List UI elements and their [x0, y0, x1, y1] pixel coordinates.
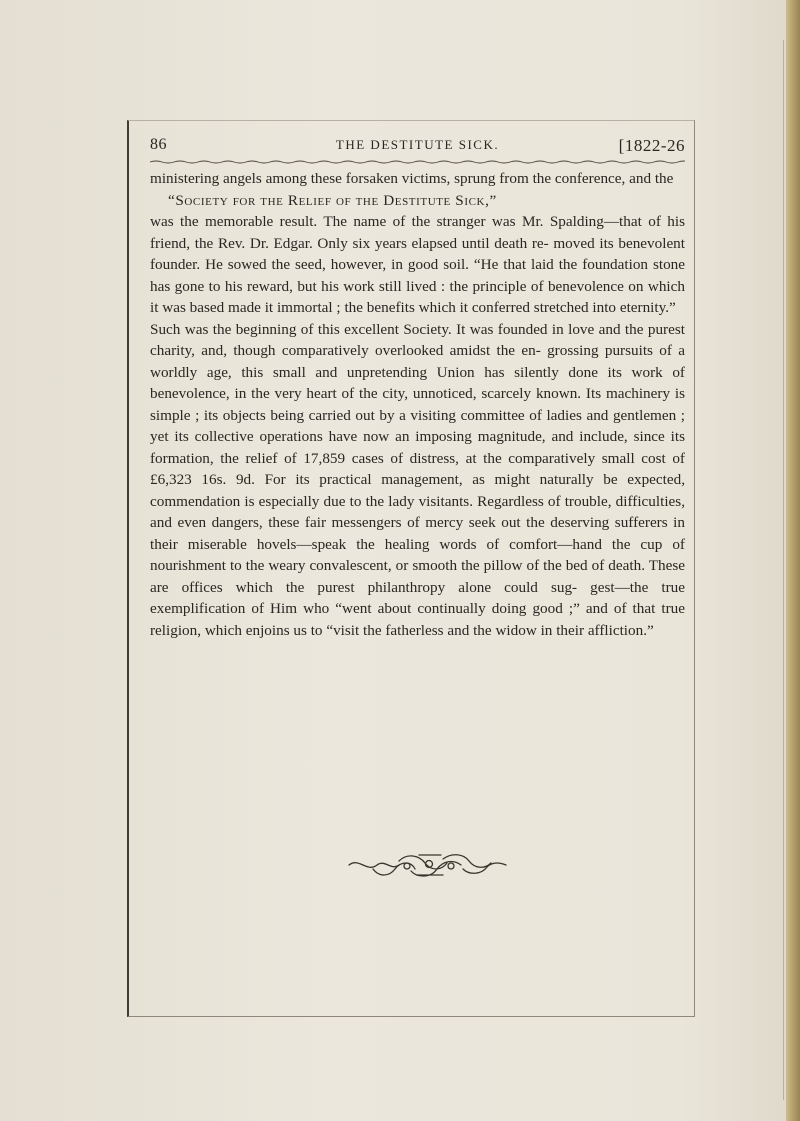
paragraph-2: was the memorable result. The name of the stranger was Mr. Spalding—that of his friend, the Rev. Dr. Edgar. Only six years elapsed until death re- moved its benevolent founder. He sowed the seed, however, in good soil. “He that laid the foundation stone has gone to his reward, but his work still lived : the principle of benevolence on which it was based made it immortal ; the benefits which it conferred stretched into eternity.”	[150, 213, 685, 316]
page-number: 86	[150, 136, 167, 153]
running-head-rule	[150, 160, 685, 164]
paragraph-1: ministering angels among these forsaken victims, sprung from the conference, and the	[150, 170, 674, 187]
paragraph-3: Such was the beginning of this excellent Society. It was founded in love and the purest charity, and, though comparatively overlooked amidst the en- grossing pursuits of a worldly age, this small and unpretending Union has silently done its work of benevolence, in the very heart of the city, unnoticed, scarcely known. Its machinery is simple ; its objects being carried out by a visiting committee of ladies and gentlemen ; yet its collective operations have now an imposing magnitude, and include, since its formation, the relief of 17,859 cases of distress, at the comparatively small cost of £6,323 16s. 9d. For its practical management, as might naturally be expected, commendation is especially due to the lady visitants. Regardless of trouble, difficulties, and even dangers, these fair messengers of mercy seek out the deserving sufferers in their miserable hovels—speak the healing words of comfort—hand the cup of nourishment to the weary convalescent, or smooth the pillow of the bed of death. These are offices which the purest philanthropy alone could sug- gest—the true exemplification of Him who “went about continually doing good ;” and of that true religion, which enjoins us to “visit the fatherless and the widow in their affliction.”	[150, 320, 685, 639]
date-range: [1822-26	[618, 136, 685, 155]
running-title: THE DESTITUTE SICK.	[335, 137, 500, 152]
scroll-flourish-icon	[345, 851, 510, 879]
body-text	[150, 168, 685, 641]
book-edge-shadow	[786, 0, 800, 1121]
running-head	[150, 136, 685, 162]
society-name: “Society for the Relief of the Destitute Sick,”	[168, 191, 497, 209]
page-edge-line	[783, 40, 784, 1100]
